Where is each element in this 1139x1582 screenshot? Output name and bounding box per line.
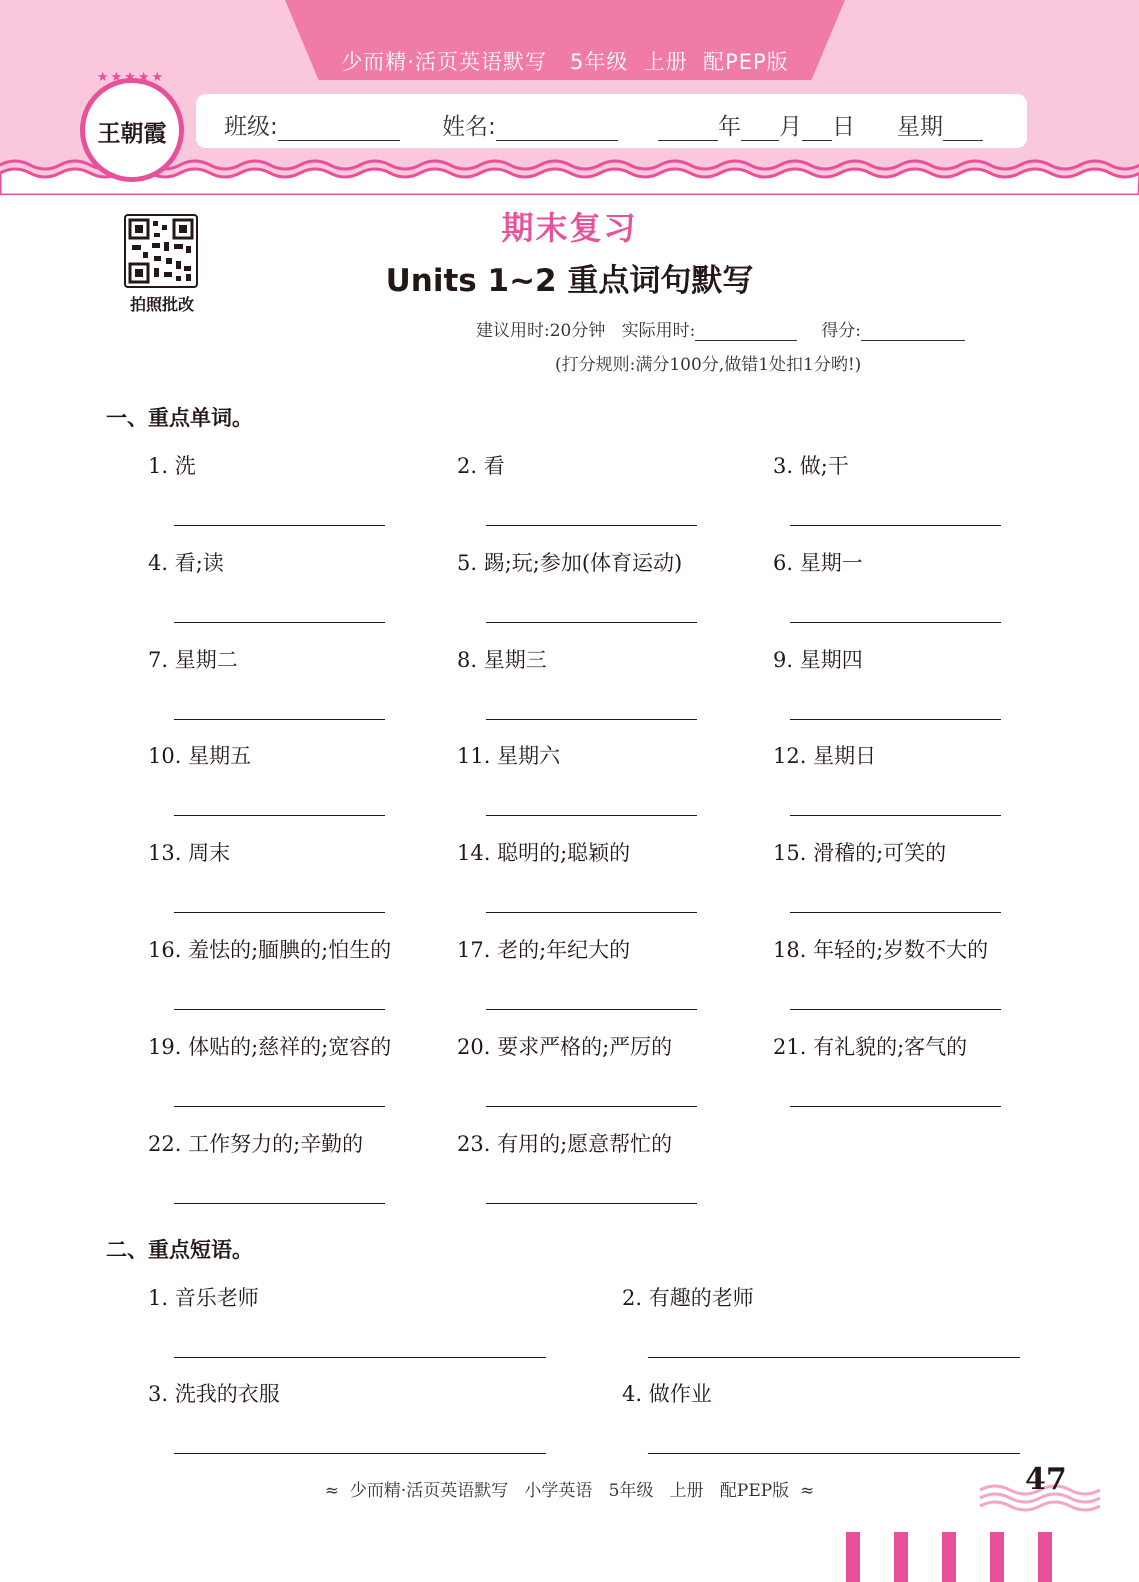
year-blank[interactable] — [658, 118, 718, 141]
time-score-line — [476, 316, 965, 341]
series-title: 少而精·活页英语默写 5年级 上册 配PEP版 — [341, 50, 789, 74]
answer-blank[interactable] — [486, 912, 697, 913]
name-label: 姓名: — [442, 114, 496, 140]
day-blank[interactable] — [802, 118, 832, 141]
class-blank[interactable] — [278, 118, 400, 141]
word-item: 6. 星期一 — [773, 551, 863, 575]
answer-blank[interactable] — [174, 1009, 385, 1010]
name-blank[interactable] — [496, 118, 618, 141]
name-field[interactable] — [442, 108, 618, 141]
word-item: 3. 做;干 — [773, 454, 849, 478]
answer-blank[interactable] — [790, 525, 1001, 526]
class-field[interactable] — [224, 108, 400, 141]
answer-blank[interactable] — [174, 525, 385, 526]
phrase-item: 1. 音乐老师 — [148, 1286, 259, 1310]
weekday-blank[interactable] — [943, 118, 983, 141]
answer-blank[interactable] — [174, 1106, 385, 1107]
qr-label: 拍照批改 — [129, 295, 194, 314]
answer-blank[interactable] — [486, 1203, 697, 1204]
score-blank[interactable] — [861, 322, 965, 341]
phrase-item: 4. 做作业 — [622, 1382, 712, 1406]
answer-blank[interactable] — [486, 719, 697, 720]
section1-heading: 一、重点单词。 — [106, 406, 253, 430]
class-label: 班级: — [224, 114, 278, 140]
word-item: 5. 踢;玩;参加(体育运动) — [457, 551, 683, 575]
word-item: 18. 年轻的;岁数不大的 — [773, 938, 989, 962]
month-blank[interactable] — [741, 118, 779, 141]
answer-blank[interactable] — [486, 1106, 697, 1107]
word-item: 10. 星期五 — [148, 744, 252, 768]
word-item: 12. 星期日 — [773, 744, 877, 768]
word-item: 17. 老的;年纪大的 — [457, 938, 631, 962]
section2-heading: 二、重点短语。 — [106, 1238, 253, 1262]
answer-blank[interactable] — [648, 1357, 1020, 1358]
answer-blank[interactable] — [790, 1009, 1001, 1010]
answer-blank[interactable] — [790, 622, 1001, 623]
logo-text: 王朝霞 — [97, 120, 167, 147]
phrase-item: 3. 洗我的衣服 — [148, 1382, 280, 1406]
answer-blank[interactable] — [486, 1009, 697, 1010]
answer-blank[interactable] — [174, 719, 385, 720]
actual-time-blank[interactable] — [695, 322, 797, 341]
word-item: 21. 有礼貌的;客气的 — [773, 1035, 968, 1059]
bottom-bars-decoration — [840, 1532, 1080, 1582]
word-item: 14. 聪明的;聪颖的 — [457, 841, 631, 865]
footer-text: ≈ 少而精·活页英语默写 小学英语 5年级 上册 配PEP版 ≈ — [324, 1481, 815, 1501]
answer-blank[interactable] — [486, 525, 697, 526]
word-item: 1. 洗 — [148, 454, 196, 478]
answer-blank[interactable] — [790, 719, 1001, 720]
year-label: 年 — [718, 114, 741, 140]
word-item: 23. 有用的;愿意帮忙的 — [457, 1132, 673, 1156]
answer-blank[interactable] — [174, 622, 385, 623]
answer-blank[interactable] — [648, 1453, 1020, 1454]
word-item: 22. 工作努力的;辛勤的 — [148, 1132, 364, 1156]
word-item: 7. 星期二 — [148, 648, 238, 672]
word-item: 8. 星期三 — [457, 648, 547, 672]
logo-stars-icon: ★★★★★ — [96, 70, 166, 85]
answer-blank[interactable] — [790, 1106, 1001, 1107]
weekday-label: 星期 — [897, 114, 943, 140]
page-title: 期末复习 — [501, 209, 638, 247]
day-label: 日 — [832, 114, 855, 140]
answer-blank[interactable] — [174, 815, 385, 816]
publisher-logo — [80, 78, 184, 182]
word-item: 20. 要求严格的;严厉的 — [457, 1035, 673, 1059]
word-item: 4. 看;读 — [148, 551, 224, 575]
word-item: 13. 周末 — [148, 841, 231, 865]
phrase-item: 2. 有趣的老师 — [622, 1286, 754, 1310]
scoring-rule: (打分规则:满分100分,做错1处扣1分哟!) — [555, 355, 862, 375]
score-label: 得分: — [821, 321, 862, 341]
date-field[interactable] — [658, 108, 983, 141]
word-item: 15. 滑稽的;可笑的 — [773, 841, 947, 865]
answer-blank[interactable] — [790, 815, 1001, 816]
word-item: 19. 体贴的;慈祥的;宽容的 — [148, 1035, 392, 1059]
word-item: 9. 星期四 — [773, 648, 863, 672]
answer-blank[interactable] — [174, 1453, 546, 1454]
word-item: 16. 羞怯的;腼腆的;怕生的 — [148, 938, 392, 962]
answer-blank[interactable] — [790, 912, 1001, 913]
answer-blank[interactable] — [174, 1203, 385, 1204]
student-info-box — [196, 94, 1027, 148]
month-label: 月 — [779, 114, 802, 140]
answer-blank[interactable] — [174, 912, 385, 913]
answer-blank[interactable] — [486, 815, 697, 816]
word-item: 11. 星期六 — [457, 744, 561, 768]
time-label: 建议用时:20分钟 实际用时: — [476, 321, 696, 341]
word-item: 2. 看 — [457, 454, 505, 478]
page-number: 47 — [1025, 1462, 1067, 1497]
answer-blank[interactable] — [486, 622, 697, 623]
answer-blank[interactable] — [174, 1357, 546, 1358]
page-subtitle: Units 1~2 重点词句默写 — [385, 263, 754, 299]
